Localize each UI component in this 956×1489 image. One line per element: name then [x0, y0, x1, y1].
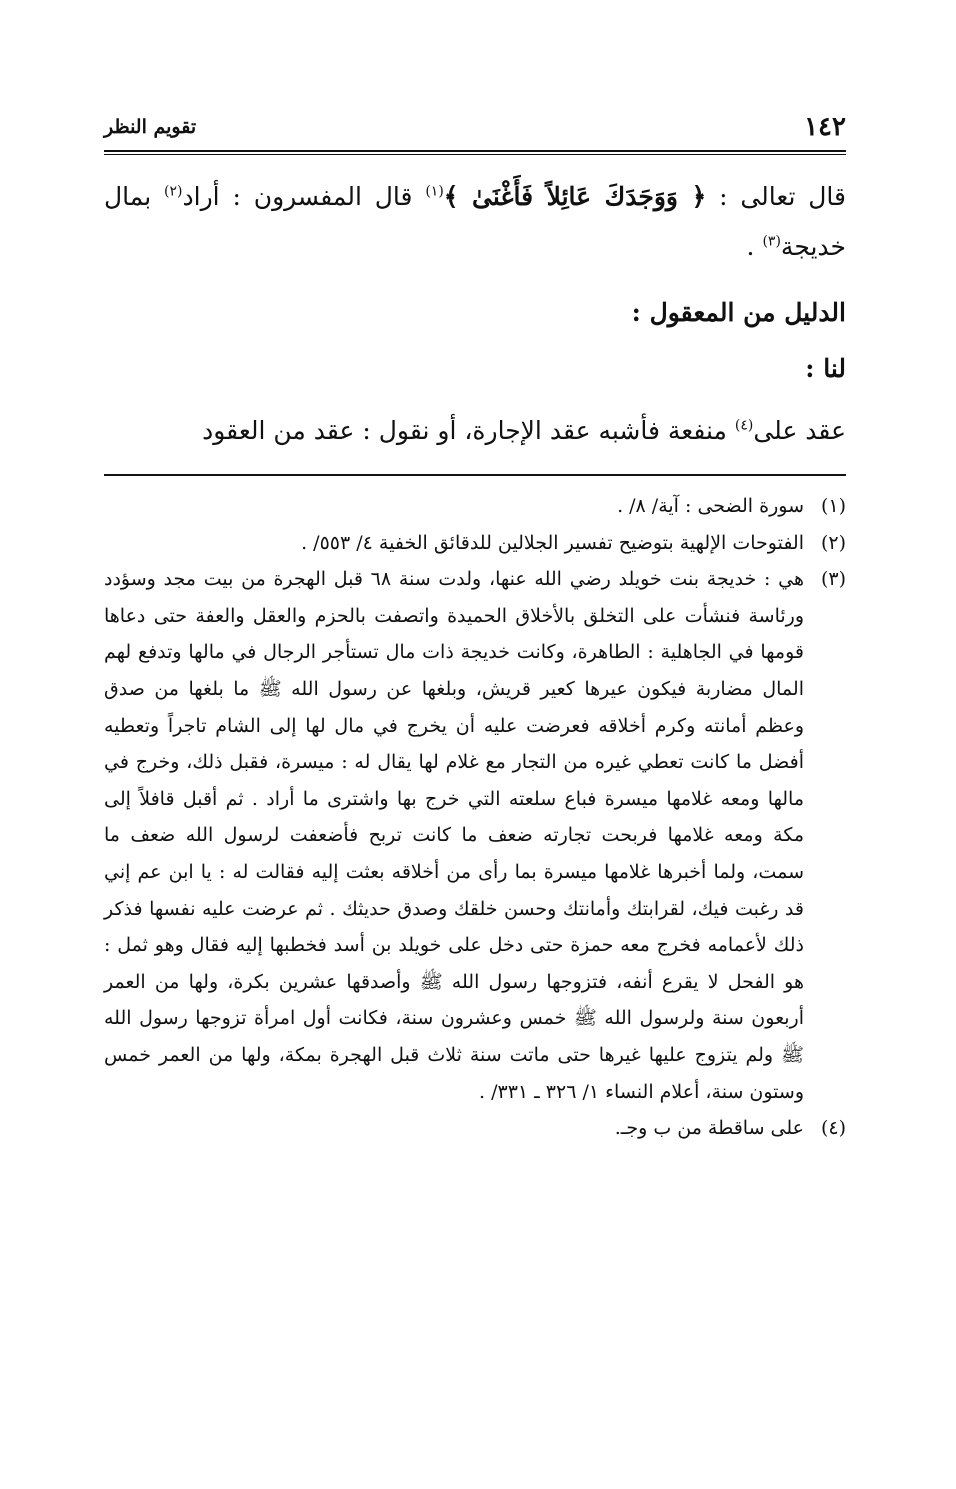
- quran-verse: ﴿ وَوَجَدَكَ عَائِلاً فَأَغْنَىٰ ﴾: [443, 182, 707, 211]
- footnote-ref-4: (٤): [734, 417, 754, 434]
- argument-start: عقد على: [753, 416, 846, 445]
- tafsir-end: .: [746, 232, 755, 261]
- footnote-4: [104, 1110, 846, 1147]
- heading-rational-evidence: الدليل من المعقول :: [631, 298, 846, 327]
- heading-lana: لنا :: [805, 354, 846, 383]
- footnote-2: [104, 525, 846, 562]
- argument-end: منفعة فأشبه عقد الإجارة، أو نقول : عقد من العقود: [202, 416, 727, 445]
- footnote-text: سورة الضحى : آية/ ٨/ .: [617, 495, 804, 517]
- footnote-text: على ساقطة من ب وجـ.: [614, 1117, 804, 1140]
- footnote-number: (٢): [820, 531, 846, 554]
- book-page: [104, 0, 846, 1489]
- verse-intro: قال تعالى :: [719, 182, 846, 211]
- running-title: تقويم النظر: [104, 116, 197, 138]
- footnote-1: [104, 488, 846, 525]
- argument-paragraph: [104, 406, 846, 456]
- footnotes-list: [104, 488, 846, 1147]
- page-header: [104, 110, 846, 144]
- main-text: [104, 172, 846, 272]
- tafsir-text: قال المفسرون : أراد: [182, 182, 413, 211]
- footnote-rule: [104, 474, 846, 476]
- header-rule: [104, 150, 846, 152]
- footnote-3: [104, 561, 846, 1110]
- footnote-ref-1: (١): [425, 183, 444, 200]
- tafsir-continue: بمال خديجة: [104, 182, 846, 261]
- footnote-ref-2: (٢): [164, 183, 183, 200]
- verse-paragraph: [104, 172, 846, 272]
- footnote-text: هي : خديجة بنت خويلد رضي الله عنها، ولدت سنة ٦٨ قبل الهجرة من بيت مجد وسؤدد ورئاسة فنشأت على التخلق بالأخلاق الحميدة واتصفت بالحزم والعقل والعفة حتى دعاها قومها في الجاهلية : الطاهرة، وكانت خديجة ذات مال تستأجر الرجال في مالها وتدفع لهم المال مضاربة فيكون عيرها كعير قريش، وبلغها عن رسول الله ﷺ ما بلغها من صدق وعظم أمانته وكرم أخلاقه فعرضت عليه أن يخرج في مال لها إلى الشام تاجراً وتعطيه أفضل ما كانت تعطي غيره من التجار مع غلام لها يقال له : ميسرة، فقبل ذلك، وخرج في مالها ومعه غلامها ميسرة فباع سلعته التي خرج بها واشترى ما أراد . ثم أقبل قافلاً إلى مكة ومعه غلامها فربحت تجارته ضعف ما كانت تربح فأضعفت لرسول الله ضعف ما سمت، ولما أخبرها غلامها ميسرة بما رأى من أخلاقه بعثت إليه فقالت له : يا ابن عم إني قد رغبت فيك، لقرابتك وأمانتك وحسن خلقك وصدق حديثك . ثم عرضت عليه نفسها فذكر ذلك لأعمامه فخرج معه حمزة حتى دخل على خويلد بن أسد فخطبها إليه فقال وهو ثمل : هو الفحل لا يقرع أنفه، فتزوجها رسول الله ﷺ وأصدقها عشرين بكرة، ولها من العمر أربعون سنة ولرسول الله ﷺ خمس وعشرون سنة، فكانت أول امرأة تزوجها رسول الله ﷺ ولم يتزوج عليها غيرها حتى ماتت سنة ثلاث قبل الهجرة بمكة، ولها من العمر خمس وستون سنة، أعلام النساء ١/ ٣٢٦ ـ ٣٣١/ .: [104, 568, 804, 1103]
- header-rule-thin: [104, 154, 846, 155]
- footnote-ref-3: (٣): [762, 233, 781, 250]
- page-number: ١٤٢: [804, 112, 846, 142]
- footnote-text: الفتوحات الإلهية بتوضيح تفسير الجلالين للدقائق الخفية ٤/ ٥٥٣/ .: [301, 531, 804, 554]
- footnote-number: (١): [820, 495, 846, 517]
- footnote-number: (٣): [820, 568, 846, 591]
- footnote-number: (٤): [820, 1117, 846, 1140]
